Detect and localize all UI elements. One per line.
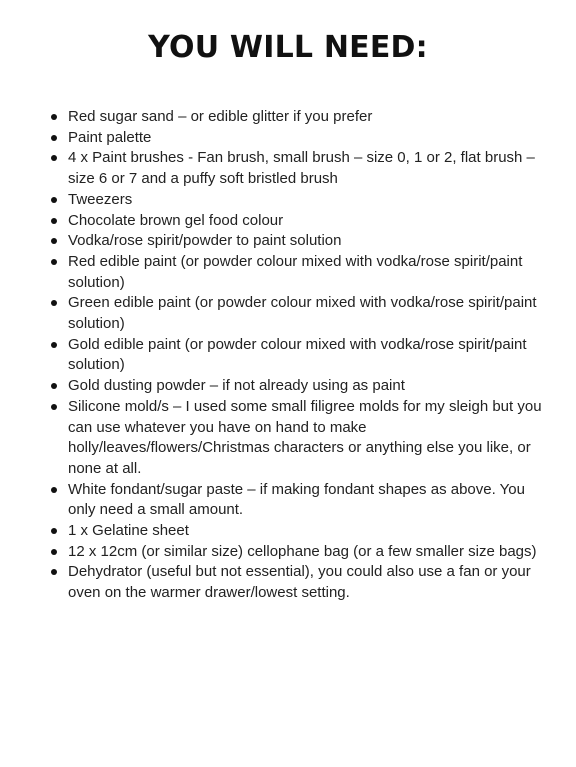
page-title: YOU WILL NEED:: [148, 30, 428, 65]
bullet-icon: [51, 300, 57, 306]
bullet-icon: [51, 155, 57, 161]
list-item-text: Paint palette: [68, 128, 152, 146]
supplies-list: [44, 107, 544, 604]
list-item-text: Red sugar sand – or edible glitter if you prefer: [68, 108, 373, 125]
bullet-icon: [51, 569, 57, 575]
bullet-icon: [51, 342, 57, 348]
list-item-text: White fondant/sugar paste – if making fondant shapes as above. You only need a small amount.: [68, 480, 525, 519]
list-item-text: Chocolate brown gel food colour: [68, 211, 284, 229]
bullet-icon: [51, 259, 57, 265]
list-item: [44, 376, 544, 397]
list-item: [44, 107, 544, 128]
list-item-text: Silicone mold/s – I used some small filigree molds for my sleigh but you can use whatever you have on hand to make holly/leaves/flowers/Christmas characters or anything else you like, or none at all.: [68, 397, 542, 477]
list-item-text: Gold edible paint (or powder colour mixed with vodka/rose spirit/paint solution): [68, 335, 527, 374]
list-item: [44, 231, 544, 252]
list-item: [44, 252, 544, 293]
bullet-icon: [51, 238, 57, 244]
list-item-text: 12 x 12cm (or similar size) cellophane bag (or a few smaller size bags): [68, 542, 537, 560]
list-item-text: Green edible paint (or powder colour mixed with vodka/rose spirit/paint solution): [68, 294, 537, 333]
bullet-icon: [51, 404, 57, 410]
list-item-text: 4 x Paint brushes - Fan brush, small brush – size 0, 1 or 2, flat brush – size 6 or 7 and a puffy soft bristled brush: [68, 149, 535, 188]
list-item: [44, 190, 544, 211]
bullet-icon: [51, 218, 57, 224]
list-item: [44, 397, 544, 480]
bullet-icon: [51, 528, 57, 534]
list-item: [44, 293, 544, 334]
bullet-icon: [51, 114, 57, 120]
list-item: [44, 480, 544, 521]
list-item: [44, 521, 544, 542]
list-item-text: Gold dusting powder – if not already using as paint: [68, 377, 405, 395]
bullet-icon: [51, 197, 57, 203]
list-item-text: 1 x Gelatine sheet: [68, 522, 189, 540]
bullet-icon: [51, 549, 57, 555]
list-item: [44, 148, 544, 189]
list-item: [44, 211, 544, 232]
list-item: [44, 542, 544, 563]
bullet-icon: [51, 135, 57, 141]
list-item-text: Red edible paint (or powder colour mixed with vodka/rose spirit/paint solution): [68, 252, 523, 291]
list-item: [44, 335, 544, 376]
bullet-icon: [51, 487, 57, 493]
list-item-text: Dehydrator (useful but not essential), you could also use a fan or your oven on the warmer drawer/lowest setting.: [68, 563, 531, 602]
list-item-text: Vodka/rose spirit/powder to paint solution: [68, 232, 342, 250]
list-item: [44, 562, 544, 603]
bullet-icon: [51, 383, 57, 389]
list-item-text: Tweezers: [68, 190, 133, 208]
list-item: [44, 128, 544, 149]
